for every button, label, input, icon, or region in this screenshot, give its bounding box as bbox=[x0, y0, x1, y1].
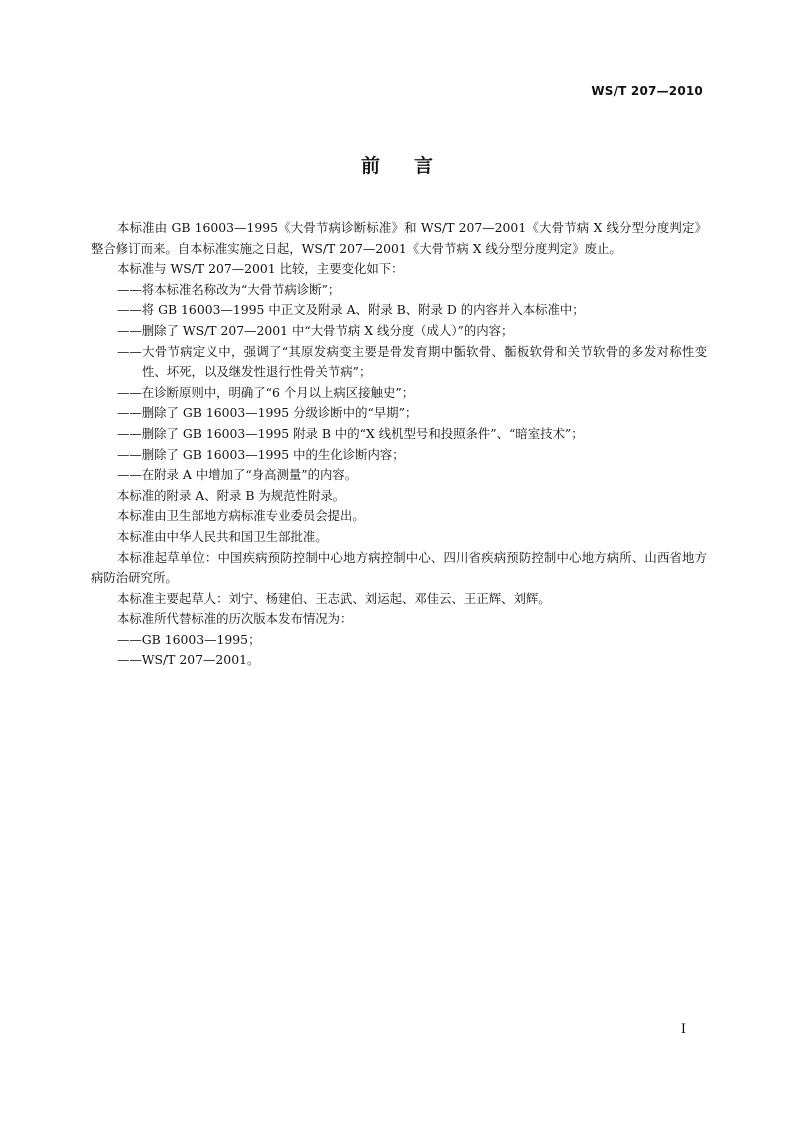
list-item: ——大骨节病定义中，强调了“其原发病变主要是骨发育期中骺软骨、骺板软骨和关节软骨的多发对称性变性、坏死，以及继发性退行性骨关节病”； bbox=[117, 343, 707, 380]
list-item: ——删除了 GB 16003—1995 中的生化诊断内容； bbox=[117, 446, 405, 462]
list-item: ——GB 16003—1995； bbox=[117, 631, 261, 647]
list-item: ——在附录 A 中增加了“身高测量”的内容。 bbox=[117, 467, 358, 483]
paragraph: 本标准由卫生部地方病标准专业委员会提出。 bbox=[117, 508, 365, 524]
standard-code: WS/T 207—2010 bbox=[591, 84, 703, 98]
paragraph: 本标准所代替标准的历次版本发布情况为： bbox=[117, 611, 353, 627]
paragraph: 本标准由中华人民共和国卫生部批准。 bbox=[117, 528, 328, 544]
list-item: ——删除了 GB 16003—1995 附录 B 中的“X 线机型号和投照条件”、“暗室技术”； bbox=[117, 425, 584, 441]
list-item: ——在诊断原则中，明确了“6 个月以上病区接触史”； bbox=[117, 384, 415, 400]
list-item: ——将 GB 16003—1995 中正文及附录 A、附录 B、附录 D 的内容并入本标准中； bbox=[117, 302, 585, 318]
paragraph: 本标准由 GB 16003—1995《大骨节病诊断标准》和 WS/T 207—2001《大骨节病 X 线分型分度判定》整合修订而来。自本标准实施之日起，WS/T 207—2001《大骨节病 X 线分型分度判定》废止。 bbox=[91, 220, 707, 256]
paragraph: 本标准主要起草人：刘宁、杨建伯、王志武、刘运起、邓佳云、王正辉、刘辉。 bbox=[117, 590, 551, 606]
list-item: ——将本标准名称改为“大骨节病诊断”； bbox=[117, 281, 341, 297]
paragraph: 本标准与 WS/T 207—2001 比较，主要变化如下： bbox=[117, 261, 404, 277]
page-title: 前言 bbox=[360, 155, 467, 177]
list-item: ——删除了 WS/T 207—2001 中“大骨节病 X 线分度（成人）”的内容； bbox=[117, 322, 514, 338]
page-number: I bbox=[680, 1022, 686, 1037]
paragraph: 本标准的附录 A、附录 B 为规范性附录。 bbox=[117, 487, 346, 503]
list-item: ——WS/T 207—2001。 bbox=[117, 652, 260, 668]
document-body bbox=[91, 218, 707, 671]
list-item: ——删除了 GB 16003—1995 分级诊断中的“早期”； bbox=[117, 405, 418, 421]
paragraph: 本标准起草单位：中国疾病预防控制中心地方病控制中心、四川省疾病预防控制中心地方病所、山西省地方病防治研究所。 bbox=[91, 549, 707, 586]
